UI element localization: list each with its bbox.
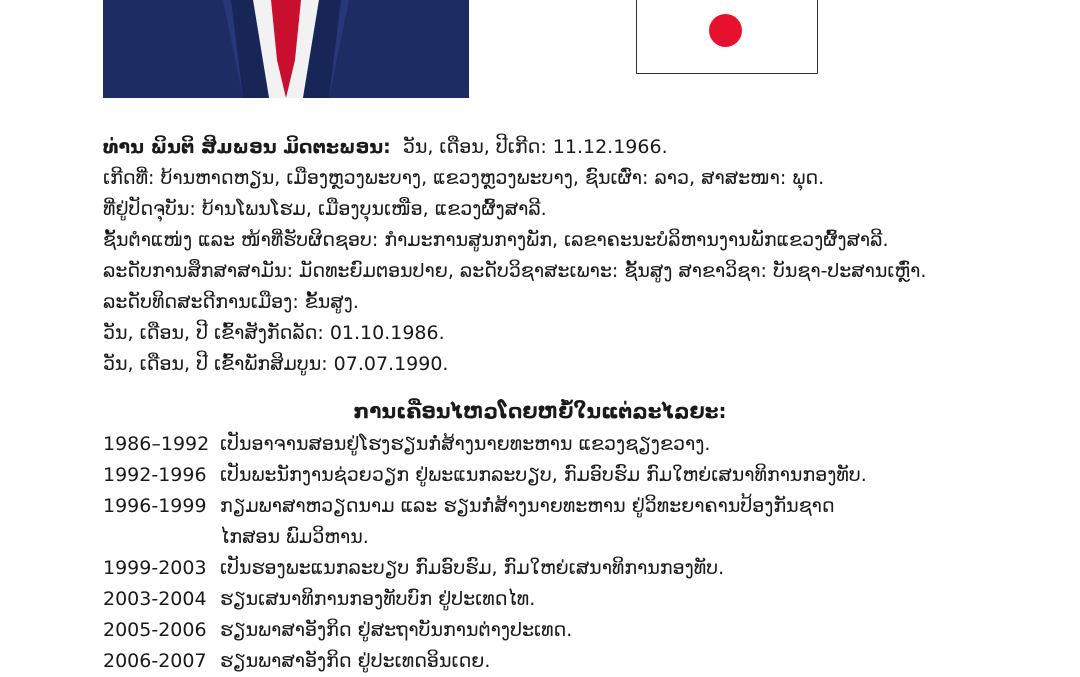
flag-red-disc [709, 14, 742, 47]
name-dob-line [103, 132, 1003, 163]
career-item [103, 584, 1003, 615]
career-years: 2005-2006 [103, 619, 207, 641]
career-description: ກຽມພາສາຫວຽດນາມ ແລະ ຮຽນກໍ່ສ້າງນາຍທະຫານ ຢູ່ວິທະຍາຄານປ້ອງກັນຊາດ ໄກສອນ ພົມວິຫານ. [220, 495, 835, 548]
career-section-title: ການເຄື່ອນໄຫວໂດຍຫຍໍ້ໃນແຕ່ລະໄລຍະ: [353, 399, 727, 423]
education-line: ລະດັບການສຶກສາສາມັນ: ມັດທະຍົມຕອນປາຍ, ລະດັບວິຊາສະເພາະ: ຊັ້ນສູງ ສາຂາວິຊາ: ບັນຊາ-ປະສານເຫຼົ່າ. [103, 260, 927, 282]
career-item [103, 646, 1003, 677]
career-item [103, 615, 1003, 646]
career-item [103, 460, 1003, 491]
state-service-date-line: ວັນ, ເດືອນ, ປີ ເຂົ້າສັງກັດລັດ: 01.10.1986. [103, 322, 445, 344]
residence-line: ທີ່ຢູ່ປັດຈຸບັນ: ບ້ານໂພນໂຮມ, ເມືອງບຸນເໜືອ, ແຂວງຜົ້ງສາລີ. [103, 198, 547, 220]
suit-illustration [103, 0, 469, 98]
career-description: ເປັນພະນັກງານຊ່ວຍວຽກ ຢູ່ພະແນກລະບຽບ, ກົມອົບຮົມ ກົມໃຫຍ່ເສນາທິການກອງທັບ. [220, 464, 867, 486]
party-membership-date-line: ວັນ, ເດືອນ, ປີ ເຂົ້າພັກສິມບູນ: 07.07.1990. [103, 353, 449, 375]
political-theory-line: ລະດັບທິດສະດີການເມືອງ: ຂັ້ນສູງ. [103, 291, 359, 313]
career-item [103, 429, 1003, 460]
career-item [103, 491, 1003, 553]
person-name: ທ່ານ ພິນຕິ ສິມພອນ ມິດຕະພອນ: [103, 136, 391, 158]
position-line: ຊັ້ນຕຳແໜ່ງ ແລະ ໜ້າທີ່ຮັບຜິດຊອບ: ກຳມະການສູນກາງພັກ, ເລຂາຄະນະບໍລິຫານງານພັກແຂວງຜົ້ງສາລີ. [103, 229, 889, 251]
career-years: 1996-1999 [103, 495, 207, 517]
career-item [103, 553, 1003, 584]
birthplace-line: ເກີດທີ່: ບ້ານຫາດຫຽນ, ເມືອງຫຼວງພະບາງ, ແຂວງຫຼວງພະບາງ, ຊົນເຜົ່າ: ລາວ, ສາສະໜາ: ພຸດ. [103, 167, 825, 189]
career-description: ຮຽນພາສາອັງກິດ ຢູ່ສະຖາບັນການຕ່າງປະເທດ. [220, 619, 573, 641]
date-of-birth: ວັນ, ເດືອນ, ປີເກີດ: 11.12.1966. [402, 136, 668, 158]
portrait-photo [103, 0, 469, 98]
biography-section [103, 132, 1003, 380]
career-description: ຮຽນເສນາທິການກອງທັບບົກ ຢູ່ປະເທດໄທ. [220, 588, 536, 610]
japan-flag [636, 0, 818, 74]
career-description: ຮຽນພາສາອັງກິດ ຢູ່ປະເທດອິນເດຍ. [220, 650, 491, 672]
career-description: ເປັນຮອງພະແນກລະບຽບ ກົມອົບຮົມ, ກົມໃຫຍ່ເສນາທິການກອງທັບ. [220, 557, 725, 579]
career-years: 1986–1992 [103, 433, 210, 455]
career-description: ເປັນອາຈານສອນຢູ່ໂຮງຮຽນກໍ່ສ້າງນາຍທະຫານ ແຂວງຊຽງຂວາງ. [220, 433, 711, 455]
career-years: 1999-2003 [103, 557, 207, 579]
career-years: 2006-2007 [103, 650, 207, 672]
career-list [103, 429, 1003, 677]
career-years: 2003-2004 [103, 588, 207, 610]
career-years: 1992-1996 [103, 464, 207, 486]
